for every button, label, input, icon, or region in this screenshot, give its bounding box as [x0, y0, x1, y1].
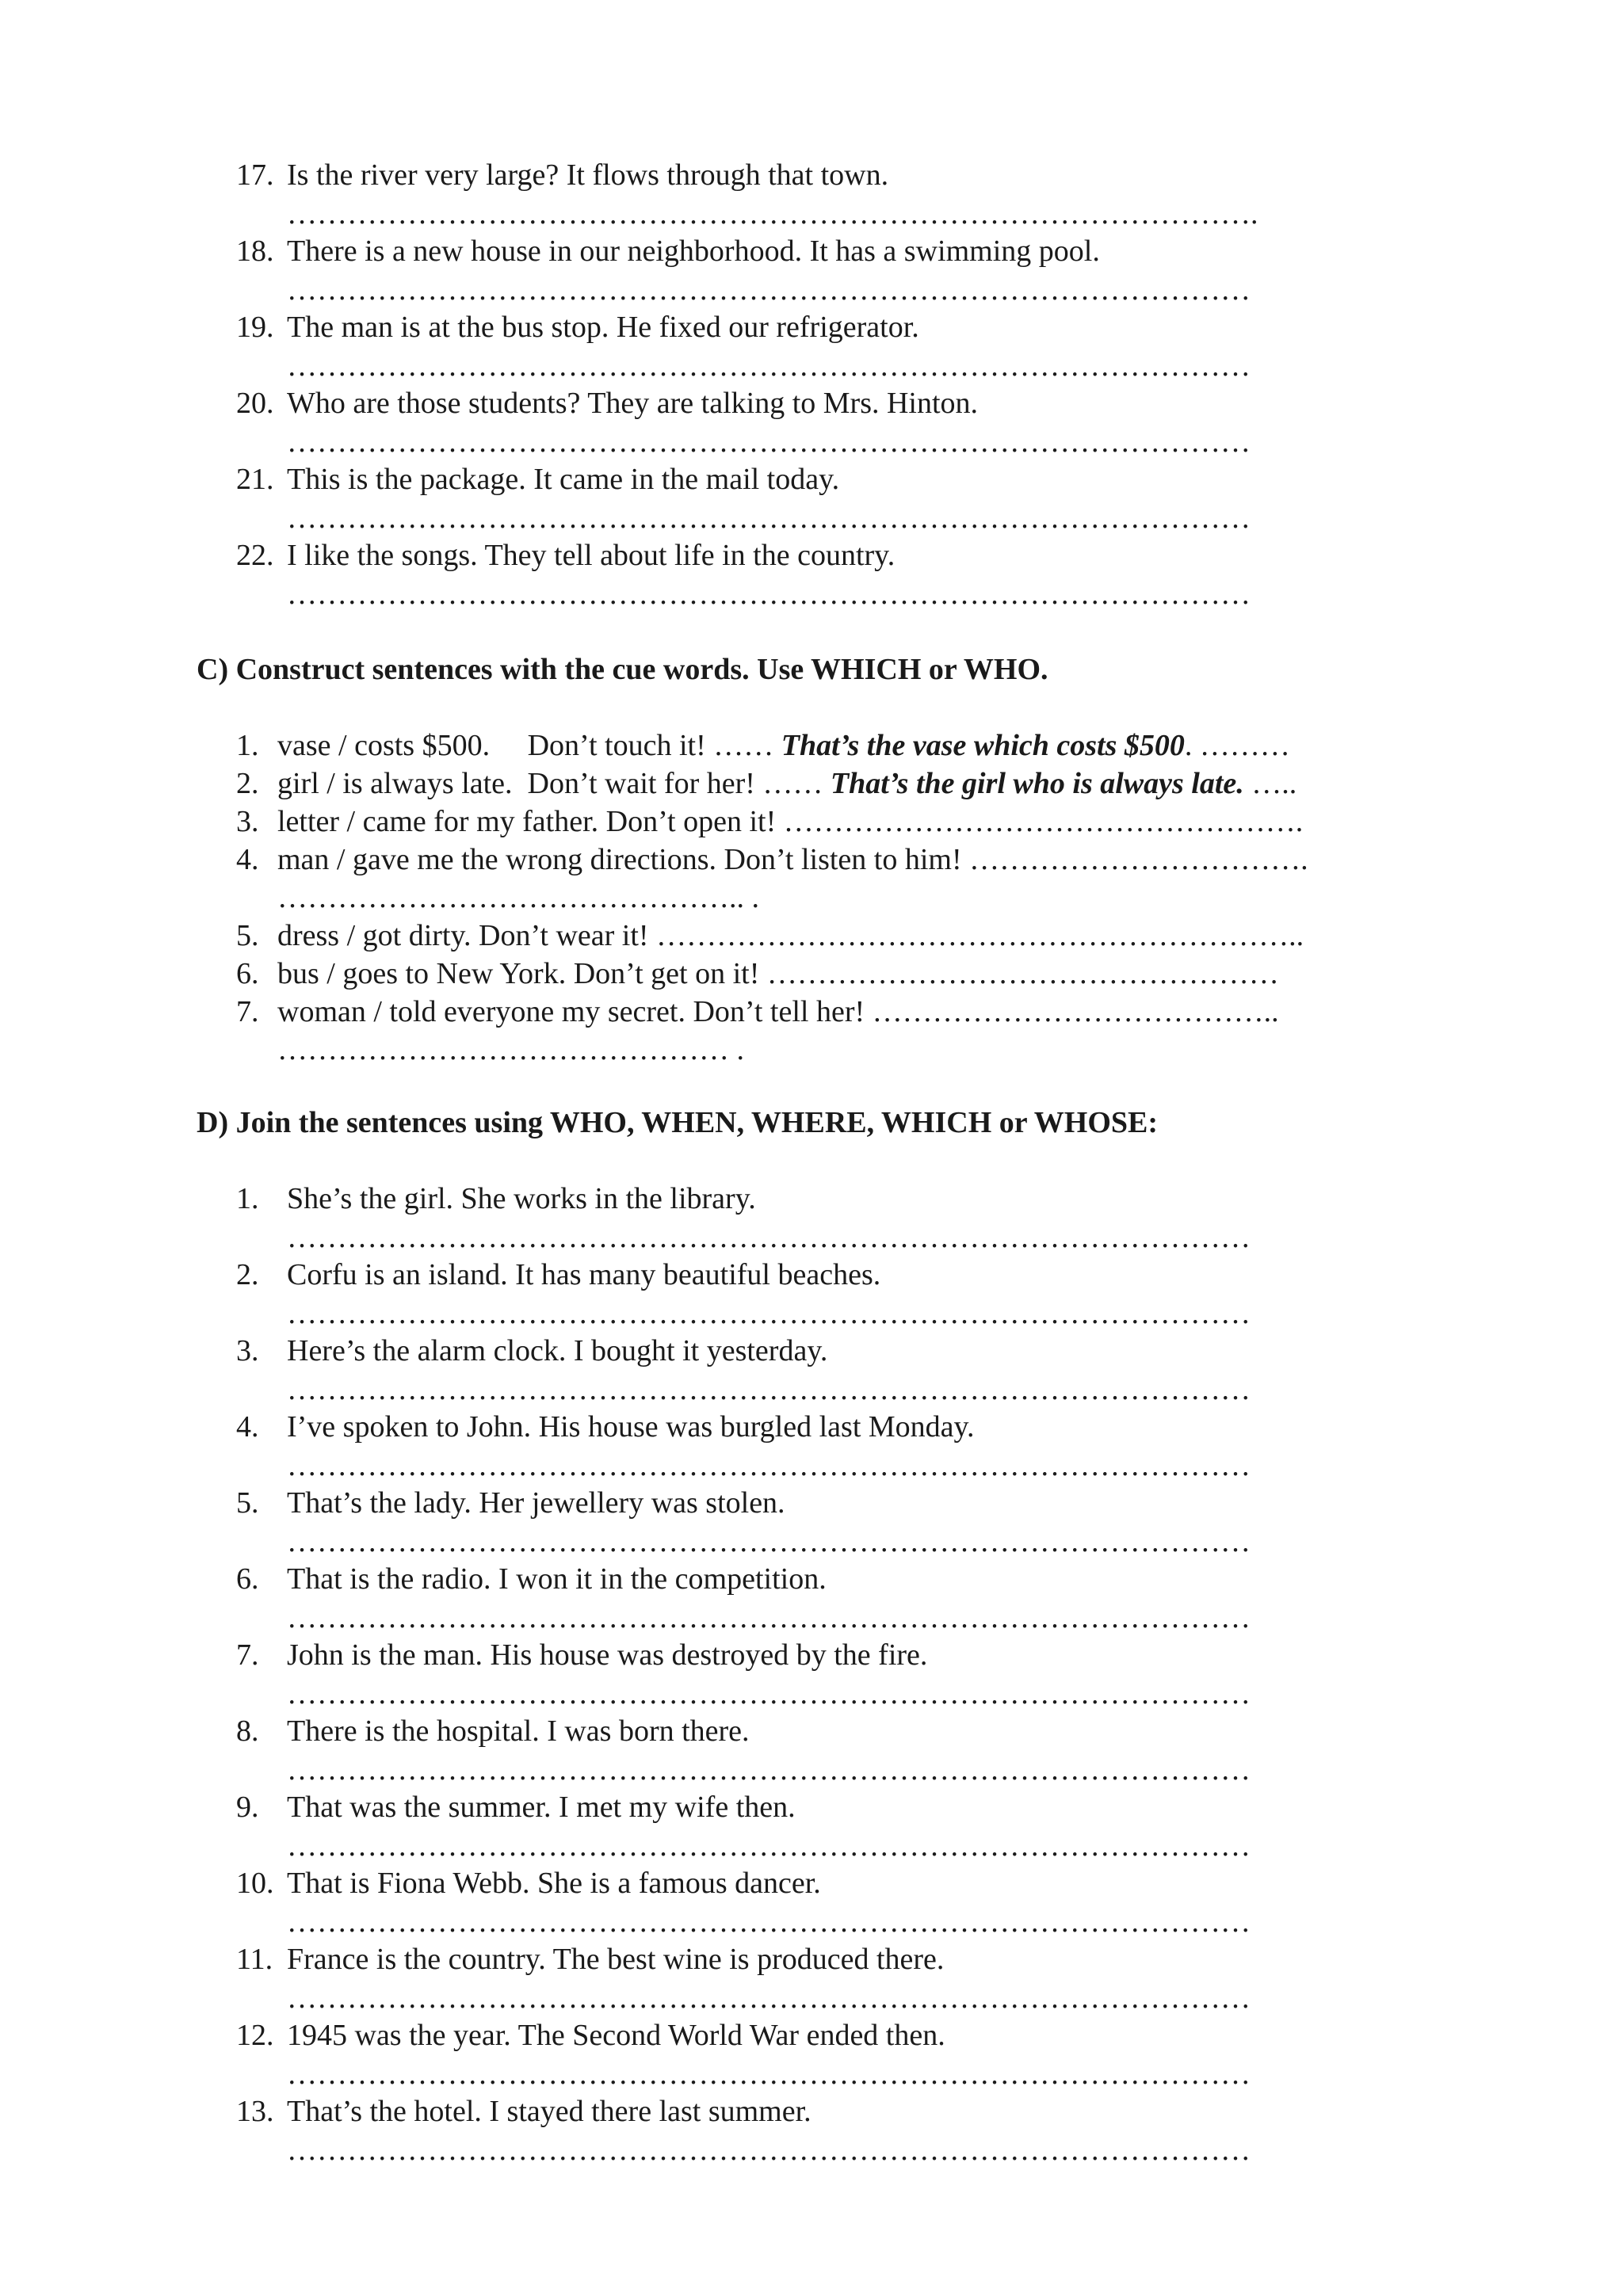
item-text: Corfu is an island. It has many beautiful beaches. — [287, 1258, 881, 1291]
answer-dots: …………………………………………………………………………………… — [287, 349, 1251, 383]
answer-dots: …………………………………………………………………………………… — [287, 1601, 1251, 1634]
item-text: Here’s the alarm clock. I bought it yesterday. — [287, 1334, 828, 1367]
answer-dots: …………………………………………………………………………………… — [287, 1221, 1251, 1254]
item-number: 3. — [236, 1334, 259, 1367]
section-d-heading: D) Join the sentences using WHO, WHEN, WHERE, WHICH or WHOSE: — [197, 1106, 1159, 1139]
item-number: 3. — [236, 805, 259, 838]
answer-dots: …………………………………………………………………………………… — [287, 2058, 1251, 2091]
item-text: man / gave me the wrong directions. Don’t listen to him! ……………………………. — [277, 843, 1308, 876]
item-text: France is the country. The best wine is produced there. — [287, 1943, 945, 1976]
item-number: 1. — [236, 729, 259, 762]
answer-dots: …………………………………………………………………………………… — [287, 1297, 1251, 1330]
item-text: There is a new house in our neighborhood. It has a swimming pool. — [287, 235, 1100, 268]
item-text: That’s the lady. Her jewellery was stolen. — [287, 1486, 785, 1520]
item-text: There is the hospital. I was born there. — [287, 1714, 750, 1748]
answer-dots: ……………………………………………………………………………………. — [287, 197, 1258, 231]
item-text: That is Fiona Webb. She is a famous dancer. — [287, 1867, 821, 1900]
item-number: 11. — [236, 1943, 273, 1976]
item-text: Who are those students? They are talking to Mrs. Hinton. — [287, 387, 979, 420]
answer-dots: …………………………………………………………………………………… — [287, 578, 1251, 611]
section-c-heading: C) Construct sentences with the cue words. Use WHICH or WHO. — [197, 653, 1048, 686]
answer-dots: …………………………………………………………………………………… — [287, 1449, 1251, 1482]
item-number: 4. — [236, 1410, 259, 1444]
item-number: 4. — [236, 843, 259, 876]
item-number: 9. — [236, 1791, 259, 1824]
item-number: 18. — [236, 235, 274, 268]
answer-dots: …………………………………………………………………………………… — [287, 1829, 1251, 1863]
item-prompt: vase / costs $500. Don’t touch it! …… — [277, 729, 781, 762]
answer-dots: …………………………………………………………………………………… — [287, 1373, 1251, 1406]
item-text: woman / told everyone my secret. Don’t tell her! ………………………………….. — [277, 995, 1279, 1028]
item-number: 5. — [236, 1486, 259, 1520]
answer-dots: …………………………………………………………………………………… — [287, 1753, 1251, 1787]
item-text: The man is at the bus stop. He fixed our refrigerator. — [287, 311, 919, 344]
item-number: 7. — [236, 995, 259, 1028]
item-number: 6. — [236, 957, 259, 990]
item-text: John is the man. His house was destroyed by the fire. — [287, 1638, 928, 1672]
answer-dots: …………………………………………………………………………………… — [287, 2134, 1251, 2167]
item-text: That was the summer. I met my wife then. — [287, 1791, 796, 1824]
item-text: That is the radio. I won it in the competition. — [287, 1562, 827, 1596]
answer-dots: …………………………………………………………………………………… — [287, 1677, 1251, 1711]
answer-dots: ……………………………………… . — [277, 1033, 744, 1066]
example-answer: That’s the girl who is always late. — [830, 767, 1244, 800]
item-number: 19. — [236, 311, 274, 344]
item-number: 8. — [236, 1714, 259, 1748]
item-text: This is the package. It came in the mail today. — [287, 463, 840, 496]
answer-dots: …………………………………………………………………………………… — [287, 425, 1251, 459]
answer-dots: ……………………………………….. . — [277, 881, 759, 914]
item-text: 1945 was the year. The Second World War ended then. — [287, 2019, 945, 2052]
answer-dots: …………………………………………………………………………………… — [287, 273, 1251, 307]
item-text — [277, 727, 1290, 764]
item-text: Is the river very large? It flows through that town. — [287, 158, 889, 192]
item-trail: . ……… — [1184, 729, 1290, 762]
item-text: That’s the hotel. I stayed there last summer. — [287, 2095, 812, 2128]
item-number: 7. — [236, 1638, 259, 1672]
answer-dots: …………………………………………………………………………………… — [287, 1525, 1251, 1558]
item-number: 12. — [236, 2019, 274, 2052]
item-number: 2. — [236, 1258, 259, 1291]
item-number: 6. — [236, 1562, 259, 1596]
item-text: I’ve spoken to John. His house was burgled last Monday. — [287, 1410, 975, 1444]
item-text — [277, 765, 1296, 802]
answer-dots: …………………………………………………………………………………… — [287, 502, 1251, 535]
example-answer: That’s the vase which costs $500 — [781, 729, 1185, 762]
item-number: 17. — [236, 158, 274, 192]
item-text: dress / got dirty. Don’t wear it! ……………………………………………………….. — [277, 919, 1304, 952]
item-prompt: girl / is always late. Don’t wait for her! …… — [277, 767, 831, 800]
answer-dots: …………………………………………………………………………………… — [287, 1905, 1251, 1939]
item-number: 21. — [236, 463, 274, 496]
item-text: She’s the girl. She works in the library. — [287, 1182, 756, 1215]
item-number: 22. — [236, 539, 274, 572]
item-text: I like the songs. They tell about life in the country. — [287, 539, 896, 572]
item-number: 20. — [236, 387, 274, 420]
item-number: 10. — [236, 1867, 274, 1900]
item-text: bus / goes to New York. Don’t get on it! …………………………………………… — [277, 957, 1279, 990]
item-number: 13. — [236, 2095, 274, 2128]
item-trail: ….. — [1243, 767, 1297, 800]
answer-dots: …………………………………………………………………………………… — [287, 1981, 1251, 2015]
item-number: 1. — [236, 1182, 259, 1215]
item-text: letter / came for my father. Don’t open it! ……………………………………………. — [277, 805, 1304, 838]
item-number: 2. — [236, 767, 259, 800]
item-number: 5. — [236, 919, 259, 952]
